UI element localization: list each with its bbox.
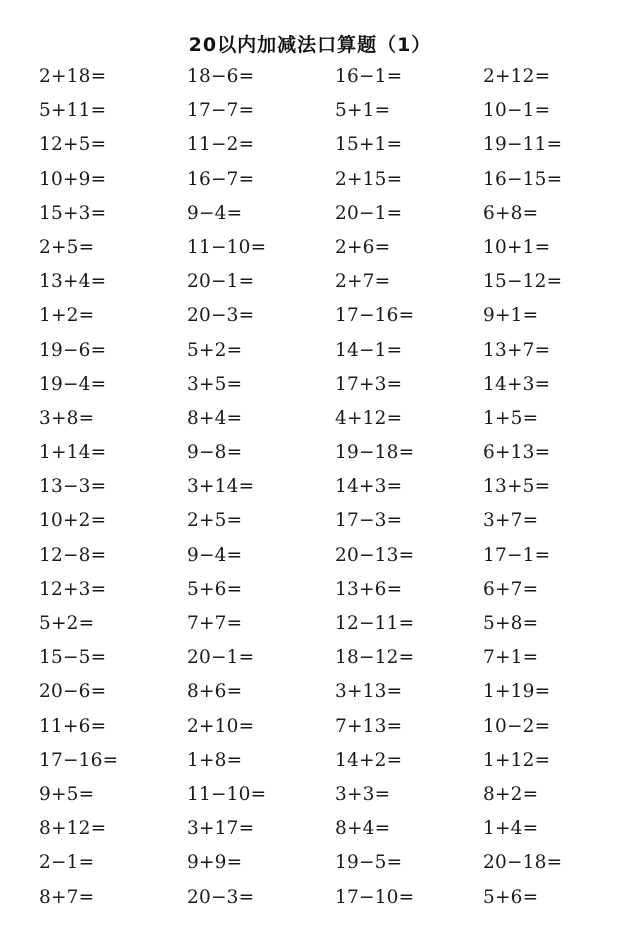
arithmetic-problem: 16−7= <box>187 168 255 190</box>
arithmetic-problem: 10−2= <box>483 715 551 737</box>
arithmetic-problem: 7+13= <box>335 715 403 737</box>
arithmetic-problem: 17−1= <box>483 544 551 566</box>
arithmetic-problem: 1+2= <box>39 305 95 327</box>
arithmetic-problem: 1+4= <box>483 818 539 840</box>
arithmetic-problem: 1+8= <box>187 749 243 771</box>
arithmetic-problem: 14+3= <box>335 476 403 498</box>
arithmetic-problem: 17−3= <box>335 510 403 532</box>
arithmetic-problem: 8+12= <box>39 818 107 840</box>
arithmetic-problem: 20−1= <box>187 271 255 293</box>
arithmetic-problem: 11−10= <box>187 783 267 805</box>
arithmetic-problem: 15+1= <box>335 134 403 156</box>
arithmetic-problem: 5+11= <box>39 100 107 122</box>
arithmetic-problem: 17+3= <box>335 373 403 395</box>
arithmetic-problem: 10+9= <box>39 168 107 190</box>
arithmetic-problem: 12−11= <box>335 613 415 634</box>
arithmetic-problem: 7+7= <box>187 613 243 634</box>
arithmetic-problem: 1+19= <box>483 681 551 703</box>
arithmetic-problem: 7+1= <box>483 647 539 669</box>
arithmetic-problem: 9−4= <box>187 202 243 224</box>
arithmetic-problem: 16−15= <box>483 168 563 190</box>
worksheet-title: 20以内加减法口算题（1） <box>188 34 432 56</box>
arithmetic-problem: 2+6= <box>335 236 391 258</box>
arithmetic-problem: 20−1= <box>335 202 403 224</box>
arithmetic-problem: 2−1= <box>39 852 95 874</box>
arithmetic-problem: 11−10= <box>187 236 267 258</box>
arithmetic-problem: 13+6= <box>335 578 403 600</box>
arithmetic-problem: 20−18= <box>483 852 563 874</box>
arithmetic-problem: 10−1= <box>483 100 551 122</box>
arithmetic-problem: 13−3= <box>39 476 107 498</box>
arithmetic-problem: 5+2= <box>39 613 95 634</box>
arithmetic-problem: 3+8= <box>39 407 95 429</box>
arithmetic-problem: 10+2= <box>39 510 107 532</box>
problem-grid <box>39 60 631 915</box>
arithmetic-problem: 11+6= <box>39 715 107 737</box>
arithmetic-problem: 2+5= <box>39 236 95 258</box>
arithmetic-problem: 19−5= <box>335 852 403 874</box>
arithmetic-problem: 15−12= <box>483 271 563 293</box>
arithmetic-problem: 6+8= <box>483 202 539 224</box>
arithmetic-problem: 12−8= <box>39 544 107 566</box>
arithmetic-problem: 6+13= <box>483 442 551 464</box>
arithmetic-problem: 8+7= <box>39 886 95 908</box>
arithmetic-problem: 16−1= <box>335 66 403 87</box>
arithmetic-problem: 2+5= <box>187 510 243 532</box>
arithmetic-problem: 17−16= <box>39 749 119 771</box>
arithmetic-problem: 13+7= <box>483 339 551 361</box>
arithmetic-problem: 19−11= <box>483 134 563 156</box>
arithmetic-problem: 6+7= <box>483 578 539 600</box>
arithmetic-problem: 20−13= <box>335 544 415 566</box>
arithmetic-problem: 17−10= <box>335 886 415 908</box>
arithmetic-problem: 5+2= <box>187 339 243 361</box>
arithmetic-problem: 20−6= <box>39 681 107 703</box>
arithmetic-problem: 8+6= <box>187 681 243 703</box>
arithmetic-problem: 3+13= <box>335 681 403 703</box>
arithmetic-problem: 12+5= <box>39 134 107 156</box>
arithmetic-problem: 2+15= <box>335 168 403 190</box>
arithmetic-problem: 3+14= <box>187 476 255 498</box>
arithmetic-problem: 9+9= <box>187 852 243 874</box>
arithmetic-problem: 17−16= <box>335 305 415 327</box>
arithmetic-problem: 8+4= <box>335 818 391 840</box>
arithmetic-problem: 14−1= <box>335 339 403 361</box>
arithmetic-problem: 11−2= <box>187 134 255 156</box>
arithmetic-problem: 4+12= <box>335 407 403 429</box>
arithmetic-problem: 15+3= <box>39 202 107 224</box>
arithmetic-problem: 3+5= <box>187 373 243 395</box>
arithmetic-problem: 9−8= <box>187 442 243 464</box>
arithmetic-problem: 8+4= <box>187 407 243 429</box>
arithmetic-problem: 19−4= <box>39 373 107 395</box>
arithmetic-problem: 2+12= <box>483 66 551 87</box>
arithmetic-problem: 14+2= <box>335 749 403 771</box>
arithmetic-problem: 3+3= <box>335 783 391 805</box>
arithmetic-problem: 1+12= <box>483 749 551 771</box>
arithmetic-problem: 5+8= <box>483 613 539 634</box>
arithmetic-problem: 3+7= <box>483 510 539 532</box>
arithmetic-problem: 12+3= <box>39 578 107 600</box>
arithmetic-problem: 5+6= <box>187 578 243 600</box>
arithmetic-problem: 10+1= <box>483 236 551 258</box>
arithmetic-problem: 9+5= <box>39 783 95 805</box>
arithmetic-problem: 20−3= <box>187 886 255 908</box>
arithmetic-problem: 8+2= <box>483 783 539 805</box>
arithmetic-problem: 1+14= <box>39 442 107 464</box>
arithmetic-problem: 9−4= <box>187 544 243 566</box>
arithmetic-problem: 2+18= <box>39 66 107 87</box>
arithmetic-problem: 1+5= <box>483 407 539 429</box>
arithmetic-problem: 2+7= <box>335 271 391 293</box>
arithmetic-problem: 20−3= <box>187 305 255 327</box>
arithmetic-problem: 15−5= <box>39 647 107 669</box>
arithmetic-problem: 5+6= <box>483 886 539 908</box>
arithmetic-problem: 18−6= <box>187 66 255 87</box>
arithmetic-problem: 5+1= <box>335 100 391 122</box>
arithmetic-problem: 18−12= <box>335 647 415 669</box>
arithmetic-problem: 17−7= <box>187 100 255 122</box>
arithmetic-problem: 2+10= <box>187 715 255 737</box>
arithmetic-problem: 14+3= <box>483 373 551 395</box>
arithmetic-problem: 3+17= <box>187 818 255 840</box>
arithmetic-problem: 19−6= <box>39 339 107 361</box>
arithmetic-problem: 20−1= <box>187 647 255 669</box>
arithmetic-problem: 13+4= <box>39 271 107 293</box>
arithmetic-problem: 13+5= <box>483 476 551 498</box>
arithmetic-problem: 9+1= <box>483 305 539 327</box>
arithmetic-problem: 19−18= <box>335 442 415 464</box>
